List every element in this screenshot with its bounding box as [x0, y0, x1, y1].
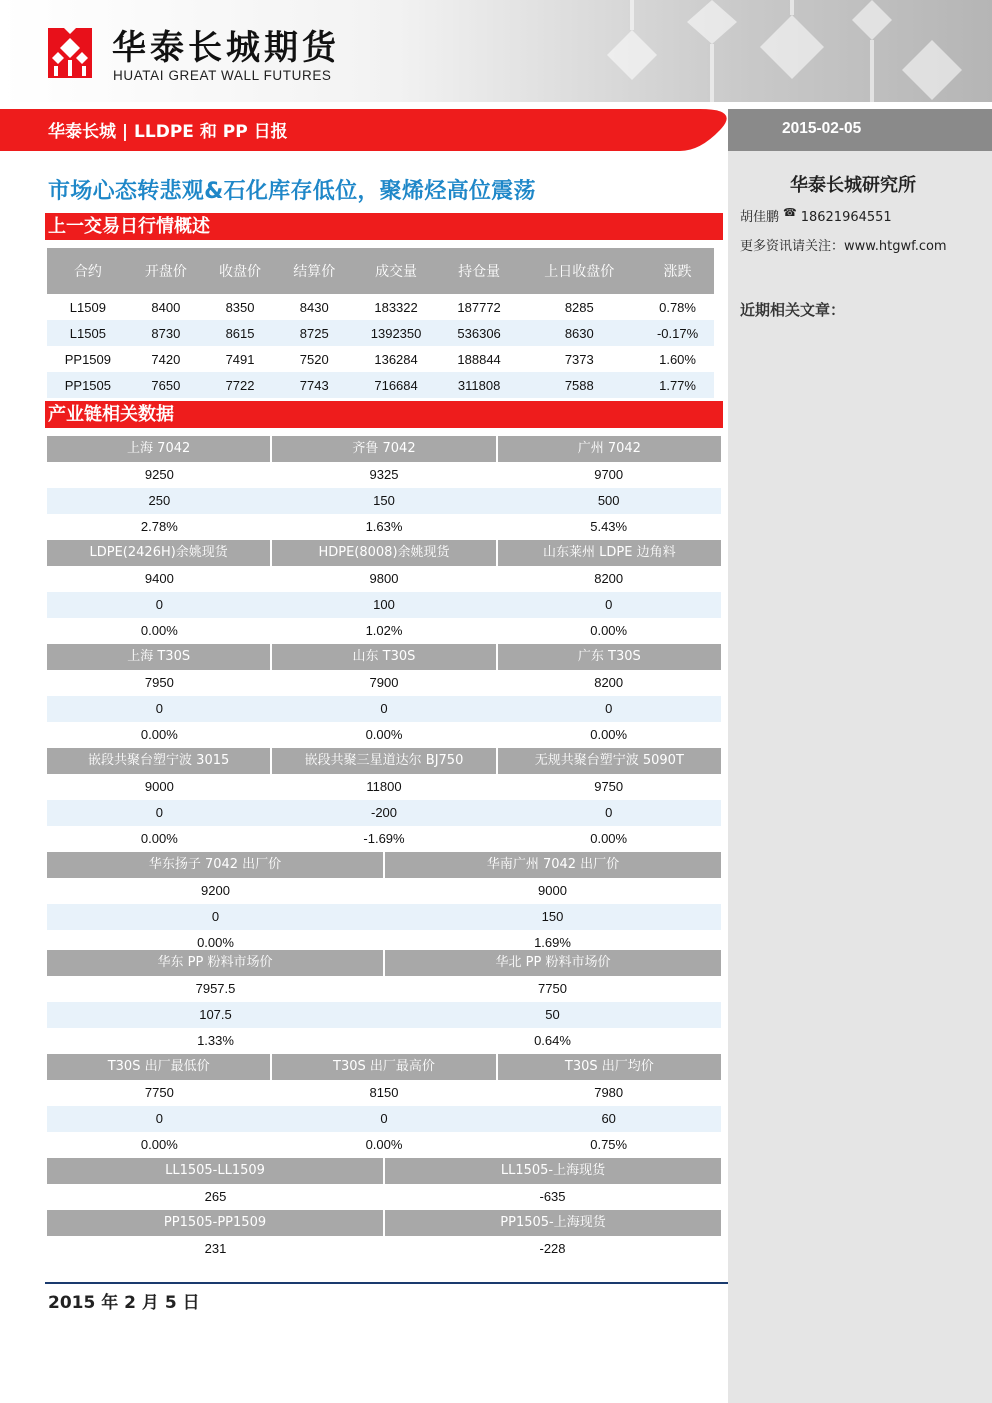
column-header: 涨跌: [641, 248, 714, 294]
column-header: 结算价: [277, 248, 351, 294]
table-cell: 7588: [517, 372, 641, 398]
group-header-cell: PP1505-PP1509: [163, 1215, 267, 1230]
table-cell: 0.00%: [590, 727, 628, 742]
table-cell: 7957.5: [195, 981, 236, 996]
group-header-row: [47, 748, 721, 774]
table-cell: 0: [605, 597, 613, 612]
table-cell: 0.00%: [140, 727, 178, 742]
group-header-cell: LL1505-LL1509: [165, 1163, 265, 1178]
table-cell: 188844: [441, 346, 518, 372]
table-cell: 9400: [144, 571, 174, 586]
table-cell: 11800: [366, 779, 402, 794]
table-row: [47, 566, 721, 592]
table-row: [47, 372, 714, 398]
telephone-icon: ☎: [783, 206, 797, 219]
table-cell: L1505: [47, 320, 129, 346]
group-header-row: [47, 950, 721, 976]
group-header-row: [47, 1054, 721, 1080]
table-cell: 9750: [594, 779, 624, 794]
table-row: [47, 1132, 721, 1158]
table-cell: 8615: [203, 320, 277, 346]
industry-data-group: [47, 1158, 721, 1210]
group-header-cell: PP1505-上海现货: [383, 1210, 721, 1236]
table-cell: 0: [155, 805, 163, 820]
table-cell: 7743: [277, 372, 351, 398]
table-cell: 0.00%: [140, 1137, 178, 1152]
column-header: 开盘价: [129, 248, 203, 294]
table-cell: 8725: [277, 320, 351, 346]
group-header-row: [47, 1158, 721, 1184]
table-cell: PP1505: [47, 372, 129, 398]
analyst-contact: [740, 206, 892, 225]
table-cell: 0: [155, 701, 163, 716]
institute-name: 华泰长城研究所: [790, 175, 916, 196]
table-cell: 9700: [594, 467, 624, 482]
table-cell: 1.60%: [641, 346, 714, 372]
table-cell: 9250: [144, 467, 174, 482]
table-cell: 265: [204, 1189, 227, 1204]
table-cell: L1509: [47, 294, 129, 320]
table-row: [47, 774, 721, 800]
table-row: [47, 514, 721, 540]
table-cell: 8285: [517, 294, 641, 320]
table-row: [47, 670, 721, 696]
table-cell: -228: [539, 1241, 566, 1256]
group-header-row: [47, 436, 721, 462]
group-header-row: [47, 644, 721, 670]
industry-data-group: [47, 540, 721, 644]
group-header-cell: 嵌段共聚台塑宁波 3015: [88, 753, 230, 768]
table-cell: 8200: [594, 675, 624, 690]
table-cell: 0.64%: [534, 1033, 571, 1048]
website-link[interactable]: www.htgwf.com: [844, 239, 947, 254]
table-cell: 500: [597, 493, 620, 508]
table-cell: 1392350: [351, 320, 440, 346]
table-cell: 8430: [277, 294, 351, 320]
market-overview-table: [47, 248, 714, 398]
table-row: [47, 462, 721, 488]
table-cell: 8350: [203, 294, 277, 320]
table-cell: 9000: [144, 779, 174, 794]
group-header-cell: 齐鲁 7042: [270, 436, 495, 462]
table-cell: -1.69%: [363, 831, 405, 846]
table-row: [47, 800, 721, 826]
section-title-industry-chain: 产业链相关数据: [45, 401, 723, 428]
table-cell: 7520: [277, 346, 351, 372]
decorative-diamond-pattern: [572, 0, 992, 102]
table-cell: 60: [601, 1111, 616, 1126]
table-cell: -200: [370, 805, 398, 820]
table-row: [47, 1106, 721, 1132]
table-cell: 8200: [594, 571, 624, 586]
analyst-name: 胡佳鹏: [740, 210, 780, 225]
table-cell: 231: [204, 1241, 227, 1256]
table-cell: -0.17%: [641, 320, 714, 346]
table-cell: 0: [380, 701, 388, 716]
table-row: [47, 904, 721, 930]
table-cell: 107.5: [199, 1007, 232, 1022]
table-cell: 150: [373, 493, 395, 508]
headline: 市场心态转悲观&石化库存低位，聚烯烃高位震荡: [48, 179, 536, 204]
table-cell: 0: [211, 909, 220, 924]
industry-data-group: [47, 748, 721, 852]
table-cell: 536306: [441, 320, 518, 346]
table-cell: 136284: [351, 346, 440, 372]
industry-data-group: [47, 950, 721, 1054]
table-cell: 1.69%: [534, 935, 571, 950]
group-header-cell: 上海 T30S: [127, 649, 191, 664]
table-cell: 9000: [538, 883, 567, 898]
table-cell: 311808: [441, 372, 518, 398]
industry-data-group: [47, 852, 721, 956]
industry-data-group: [47, 644, 721, 748]
table-cell: 0: [155, 597, 163, 612]
table-row: [47, 1236, 721, 1262]
table-cell: 9325: [369, 467, 399, 482]
table-cell: 7420: [129, 346, 203, 372]
table-cell: 0: [605, 701, 613, 716]
table-cell: 8630: [517, 320, 641, 346]
group-header-cell: 嵌段共聚三星道达尔 BJ750: [270, 748, 495, 774]
column-header: 持仓量: [441, 248, 518, 294]
table-cell: 716684: [351, 372, 440, 398]
table-cell: 0.00%: [140, 831, 178, 846]
table-cell: 0.00%: [197, 935, 234, 950]
section-title-market-overview: 上一交易日行情概述: [45, 213, 723, 240]
header-banner: [0, 0, 992, 102]
table-cell: 7373: [517, 346, 641, 372]
column-header: 成交量: [351, 248, 440, 294]
table-cell: -635: [539, 1189, 566, 1204]
brand-name-cn: 华泰长城期货: [112, 28, 340, 68]
table-row: [47, 346, 714, 372]
table-row: [47, 722, 721, 748]
huatai-logo-icon: [40, 22, 100, 84]
table-cell: 0.00%: [590, 831, 628, 846]
table-cell: 7650: [129, 372, 203, 398]
table-cell: 0.75%: [590, 1137, 628, 1152]
table-cell: 0.00%: [140, 623, 178, 638]
table-cell: 1.77%: [641, 372, 714, 398]
table-cell: 9200: [201, 883, 230, 898]
group-header-cell: 山东 T30S: [270, 644, 495, 670]
table-cell: 2.78%: [140, 519, 178, 534]
table-cell: PP1509: [47, 346, 129, 372]
table-row: [47, 592, 721, 618]
more-info: [740, 235, 947, 254]
column-header: 合约: [47, 248, 129, 294]
table-row: [47, 826, 721, 852]
table-cell: 0.00%: [365, 727, 403, 742]
group-header-cell: 华北 PP 粉料市场价: [383, 950, 721, 976]
table-cell: 8400: [129, 294, 203, 320]
table-cell: 1.33%: [197, 1033, 234, 1048]
table-cell: 0: [155, 1111, 163, 1126]
table-cell: 0: [380, 1111, 388, 1126]
table-cell: 250: [148, 493, 171, 508]
table-cell: 7980: [594, 1085, 624, 1100]
table-cell: 100: [373, 597, 395, 612]
group-header-cell: 山东莱州 LDPE 边角料: [496, 540, 721, 566]
table-cell: 5.43%: [590, 519, 628, 534]
more-info-label: 更多资讯请关注：: [740, 239, 845, 254]
table-cell: 0.00%: [590, 623, 628, 638]
table-row: [47, 488, 721, 514]
report-date: 2015-02-05: [782, 120, 862, 137]
table-cell: 0: [605, 805, 613, 820]
sidebar: [728, 151, 992, 1403]
table-row: [47, 294, 714, 320]
table-row: [47, 320, 714, 346]
group-header-cell: 广州 7042: [496, 436, 721, 462]
group-header-cell: T30S 出厂均价: [496, 1054, 721, 1080]
table-cell: 9800: [369, 571, 399, 586]
table-cell: 8150: [369, 1085, 399, 1100]
group-header-cell: 广东 T30S: [496, 644, 721, 670]
group-header-cell: T30S 出厂最低价: [107, 1059, 210, 1074]
group-header-cell: 上海 7042: [127, 441, 191, 456]
industry-data-group: [47, 1210, 721, 1262]
report-title: 华泰长城 | LLDPE 和 PP 日报: [48, 122, 288, 142]
recent-articles-label: 近期相关文章：: [740, 301, 846, 319]
group-header-cell: 华东 PP 粉料市场价: [157, 955, 273, 970]
table-cell: 7750: [144, 1085, 174, 1100]
table-cell: 7950: [144, 675, 174, 690]
table-cell: 7722: [203, 372, 277, 398]
brand-name-en: HUATAI GREAT WALL FUTURES: [113, 68, 332, 83]
table-cell: 7900: [369, 675, 399, 690]
footer-divider: [45, 1282, 728, 1284]
table-cell: 8730: [129, 320, 203, 346]
industry-data-group: [47, 436, 721, 540]
group-header-cell: T30S 出厂最高价: [270, 1054, 495, 1080]
table-row: [47, 1028, 721, 1054]
table-cell: 7750: [538, 981, 567, 996]
group-header-cell: LL1505-上海现货: [383, 1158, 721, 1184]
column-header: 收盘价: [203, 248, 277, 294]
table-header-row: [47, 248, 714, 294]
table-row: [47, 878, 721, 904]
group-header-row: [47, 852, 721, 878]
footer-date: 2015 年 2 月 5 日: [48, 1293, 200, 1313]
group-header-cell: HDPE(8008)余姚现货: [270, 540, 495, 566]
table-cell: 1.02%: [365, 623, 403, 638]
table-row: [47, 1184, 721, 1210]
table-row: [47, 976, 721, 1002]
table-row: [47, 618, 721, 644]
group-header-row: [47, 540, 721, 566]
table-row: [47, 696, 721, 722]
group-header-cell: 华南广州 7042 出厂价: [383, 852, 721, 878]
table-cell: 7491: [203, 346, 277, 372]
table-cell: 0.00%: [365, 1137, 403, 1152]
table-cell: 0.78%: [641, 294, 714, 320]
table-cell: 50: [545, 1007, 560, 1022]
table-row: [47, 1080, 721, 1106]
table-row: [47, 1002, 721, 1028]
analyst-phone: 18621964551: [800, 210, 892, 225]
industry-data-group: [47, 1054, 721, 1158]
table-cell: 183322: [351, 294, 440, 320]
group-header-cell: 无规共聚台塑宁波 5090T: [496, 748, 721, 774]
group-header-cell: LDPE(2426H)余姚现货: [89, 545, 228, 560]
group-header-cell: 华东扬子 7042 出厂价: [148, 857, 282, 872]
column-header: 上日收盘价: [517, 248, 641, 294]
table-cell: 1.63%: [365, 519, 403, 534]
table-cell: 150: [541, 909, 564, 924]
table-cell: 187772: [441, 294, 518, 320]
group-header-row: [47, 1210, 721, 1236]
